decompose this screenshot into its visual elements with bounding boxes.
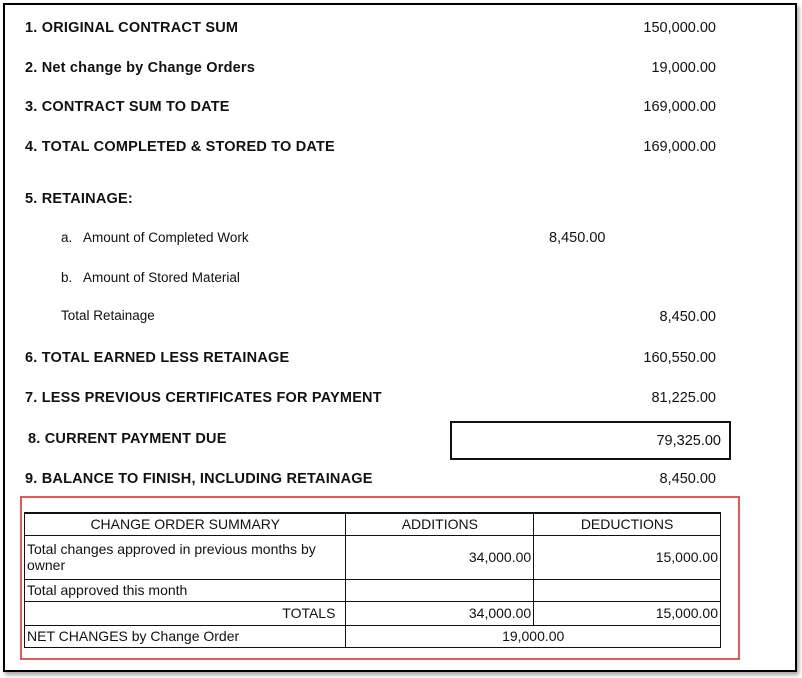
month-additions [346, 579, 534, 601]
line-label: 6. TOTAL EARNED LESS RETAINAGE [25, 350, 290, 366]
line-label: 1. ORIGINAL CONTRACT SUM [25, 20, 239, 36]
line-contract-sum-to-date [5, 99, 795, 121]
line-label: 4. TOTAL COMPLETED & STORED TO DATE [25, 139, 335, 155]
line-amount: 150,000.00 [643, 20, 716, 36]
retainage-a-prefix: a. [61, 230, 73, 245]
retainage-total-amount: 8,450.00 [659, 309, 716, 325]
line-amount: 160,550.00 [643, 350, 716, 366]
current-payment-due-box [450, 421, 731, 460]
totals-deductions: 15,000.00 [534, 601, 721, 625]
retainage-title: 5. RETAINAGE: [25, 191, 133, 207]
line-total-completed [5, 139, 795, 161]
prev-additions: 34,000.00 [346, 535, 534, 579]
retainage-total-label: Total Retainage [61, 308, 155, 323]
month-deductions [534, 579, 721, 601]
line-net-change [5, 60, 795, 82]
line-label: 7. LESS PREVIOUS CERTIFICATES FOR PAYMENT [25, 390, 382, 406]
document-frame [3, 3, 797, 672]
retainage-completed-row [5, 230, 795, 252]
retainage-a-label: Amount of Completed Work [83, 230, 249, 245]
prev-months-label: Total changes approved in previous months by owner [25, 535, 346, 579]
line-amount: 169,000.00 [643, 99, 716, 115]
line-label: 9. BALANCE TO FINISH, INCLUDING RETAINAGE [25, 471, 373, 487]
retainage-b-label: Amount of Stored Material [83, 270, 240, 285]
line-amount: 169,000.00 [643, 139, 716, 155]
line-label: 2. Net change by Change Orders [25, 60, 256, 76]
net-changes-amount: 19,000.00 [346, 625, 721, 647]
net-changes-label: NET CHANGES by Change Order [25, 625, 346, 647]
totals-additions: 34,000.00 [346, 601, 534, 625]
line-amount: 8,450.00 [659, 471, 716, 487]
retainage-stored-row [5, 270, 795, 292]
table-row [25, 625, 721, 647]
current-payment-due-amount: 79,325.00 [656, 433, 721, 449]
line-total-earned [5, 350, 795, 372]
table-row [25, 601, 721, 625]
line-label: 8. CURRENT PAYMENT DUE [28, 431, 227, 447]
table-row [25, 535, 721, 579]
line-previous-certificates [5, 390, 795, 412]
line-label: 3. CONTRACT SUM TO DATE [25, 99, 230, 115]
line-original-contract-sum [5, 20, 795, 42]
line-amount: 19,000.00 [651, 60, 716, 76]
line-balance-to-finish [5, 471, 795, 493]
retainage-title-row [5, 191, 795, 213]
retainage-total-row [5, 308, 795, 330]
retainage-a-amount: 8,450.00 [549, 230, 606, 246]
prev-deductions: 15,000.00 [534, 535, 721, 579]
header-summary: CHANGE ORDER SUMMARY [25, 513, 346, 535]
table-header-row [25, 513, 721, 535]
table-row [25, 579, 721, 601]
month-label: Total approved this month [25, 579, 346, 601]
header-additions: ADDITIONS [346, 513, 534, 535]
retainage-b-prefix: b. [61, 270, 73, 285]
line-amount: 81,225.00 [651, 390, 716, 406]
change-order-summary-table [24, 512, 721, 648]
totals-label: TOTALS [25, 601, 346, 625]
header-deductions: DEDUCTIONS [534, 513, 721, 535]
